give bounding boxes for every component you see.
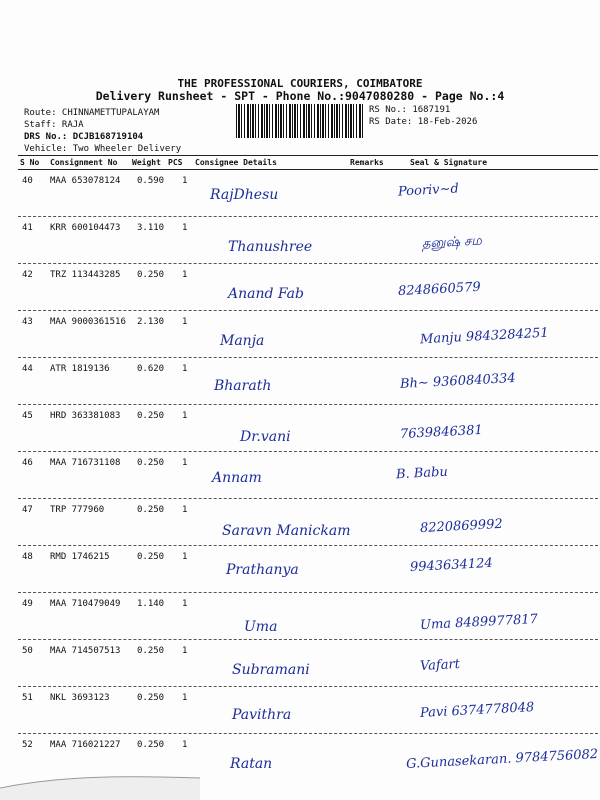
- row-consignment: TRZ 113443285: [50, 270, 121, 280]
- col-consignee: Consignee Details: [195, 158, 277, 167]
- row-pcs: 1: [182, 740, 188, 750]
- barcode: [236, 104, 364, 138]
- row-consignee-handwritten: RajDhesu: [210, 187, 279, 203]
- row-divider: [18, 404, 598, 405]
- row-divider: [18, 357, 598, 358]
- row-divider: [18, 545, 598, 546]
- row-pcs: 1: [182, 599, 188, 609]
- row-sno: 49: [22, 599, 33, 609]
- row-sno: 42: [22, 270, 33, 280]
- row-consignee-handwritten: Prathanya: [226, 562, 299, 578]
- row-signature: தனுஷ் சம: [421, 233, 483, 252]
- row-pcs: 1: [182, 693, 188, 703]
- row-weight: 0.620: [137, 364, 165, 374]
- row-signature: 9943634124: [409, 555, 494, 576]
- row-weight: 0.250: [137, 505, 165, 515]
- row-consignee-handwritten: Dr.vani: [240, 429, 291, 445]
- route-label: Route: CHINNAMETTUPALAYAM: [24, 108, 160, 118]
- row-divider: [18, 686, 598, 687]
- row-divider: [18, 451, 598, 452]
- row-consignment: MAA 9000361516: [50, 317, 126, 327]
- drs-label: DRS No.: DCJB168719104: [24, 132, 144, 142]
- row-signature: Pooriv~d: [397, 181, 460, 200]
- row-pcs: 1: [182, 176, 188, 186]
- row-consignee-handwritten: Thanushree: [228, 239, 313, 255]
- row-weight: 0.250: [137, 552, 165, 562]
- row-sno: 52: [22, 740, 33, 750]
- row-sno: 51: [22, 693, 33, 703]
- col-remarks: Remarks: [350, 158, 384, 167]
- vehicle-label: Vehicle: Two Wheeler Delivery: [24, 144, 182, 154]
- col-seal: Seal & Signature: [410, 158, 488, 167]
- row-sno: 40: [22, 176, 33, 186]
- row-pcs: 1: [182, 646, 188, 656]
- row-pcs: 1: [182, 411, 188, 421]
- row-signature: 8248660579: [397, 279, 482, 300]
- row-divider: [18, 263, 598, 264]
- row-consignment: RMD 1746215: [50, 552, 110, 562]
- row-consignment: ATR 1819136: [50, 364, 110, 374]
- row-signature: G.Gunasekaran. 9784756082: [405, 746, 599, 773]
- row-divider: [18, 639, 598, 640]
- row-consignee-handwritten: Anand Fab: [228, 286, 304, 302]
- row-weight: 0.250: [137, 458, 165, 468]
- col-sno: S No: [20, 158, 40, 167]
- row-weight: 0.250: [137, 693, 165, 703]
- row-weight: 2.130: [137, 317, 165, 327]
- row-consignment: MAA 653078124: [50, 176, 121, 186]
- row-sno: 43: [22, 317, 33, 327]
- row-signature: B. Babu: [395, 464, 449, 483]
- row-sno: 47: [22, 505, 33, 515]
- row-sno: 48: [22, 552, 33, 562]
- row-signature: Vafart: [419, 656, 461, 675]
- row-weight: 0.250: [137, 411, 165, 421]
- row-divider: [18, 310, 598, 311]
- row-weight: 0.250: [137, 740, 165, 750]
- col-weight: Weight: [132, 158, 161, 167]
- row-signature: Manju 9843284251: [419, 325, 549, 348]
- row-consignee-handwritten: Bharath: [214, 378, 272, 394]
- row-sno: 41: [22, 223, 33, 233]
- row-consignee-handwritten: Uma: [244, 619, 278, 635]
- row-sno: 46: [22, 458, 33, 468]
- row-pcs: 1: [182, 364, 188, 374]
- row-weight: 3.110: [137, 223, 165, 233]
- row-weight: 0.590: [137, 176, 165, 186]
- rs-number: RS No.: 1687191: [369, 105, 451, 115]
- row-consignee-handwritten: Saravn Manickam: [222, 523, 351, 539]
- row-consignment: MAA 710479049: [50, 599, 121, 609]
- col-consignment: Consignment No: [50, 158, 118, 167]
- rs-date: RS Date: 18-Feb-2026: [369, 117, 478, 127]
- row-consignment: MAA 714507513: [50, 646, 121, 656]
- row-consignee-handwritten: Manja: [220, 333, 265, 349]
- row-consignment: HRD 363381083: [50, 411, 121, 421]
- row-weight: 0.250: [137, 270, 165, 280]
- row-sno: 44: [22, 364, 33, 374]
- row-consignee-handwritten: Subramani: [232, 662, 310, 678]
- header-rule-top: [18, 155, 598, 156]
- row-pcs: 1: [182, 552, 188, 562]
- row-consignment: MAA 716021227: [50, 740, 121, 750]
- row-pcs: 1: [182, 270, 188, 280]
- row-consignment: TRP 777960: [50, 505, 105, 515]
- row-signature: 7639846381: [399, 422, 484, 443]
- row-consignee-handwritten: Ratan: [230, 756, 273, 772]
- staff-label: Staff: RAJA: [24, 120, 84, 130]
- row-weight: 1.140: [137, 599, 165, 609]
- row-consignment: MAA 716731108: [50, 458, 121, 468]
- row-pcs: 1: [182, 317, 188, 327]
- row-signature: Bh~ 9360840334: [399, 370, 516, 393]
- row-pcs: 1: [182, 223, 188, 233]
- row-consignment: NKL 3693123: [50, 693, 110, 703]
- col-pcs: PCS: [168, 158, 183, 167]
- row-consignment: KRR 600104473: [50, 223, 121, 233]
- row-consignee-handwritten: Annam: [212, 470, 262, 486]
- row-divider: [18, 498, 598, 499]
- row-sno: 45: [22, 411, 33, 421]
- row-consignee-handwritten: Pavithra: [232, 707, 292, 723]
- row-weight: 0.250: [137, 646, 165, 656]
- row-divider: [18, 733, 598, 734]
- header-rule-bottom: [18, 169, 598, 170]
- row-pcs: 1: [182, 458, 188, 468]
- torn-page-edge: [0, 760, 200, 800]
- row-divider: [18, 592, 598, 593]
- company-title: THE PROFESSIONAL COURIERS, COIMBATORE: [177, 77, 423, 90]
- row-divider: [18, 216, 598, 217]
- row-signature: Uma 8489977817: [419, 611, 539, 634]
- row-signature: 8220869992: [419, 516, 504, 537]
- runsheet-title: Delivery Runsheet - SPT - Phone No.:9047080280 - Page No.:4: [95, 89, 505, 103]
- row-sno: 50: [22, 646, 33, 656]
- row-signature: Pavi 6374778048: [419, 700, 535, 721]
- row-pcs: 1: [182, 505, 188, 515]
